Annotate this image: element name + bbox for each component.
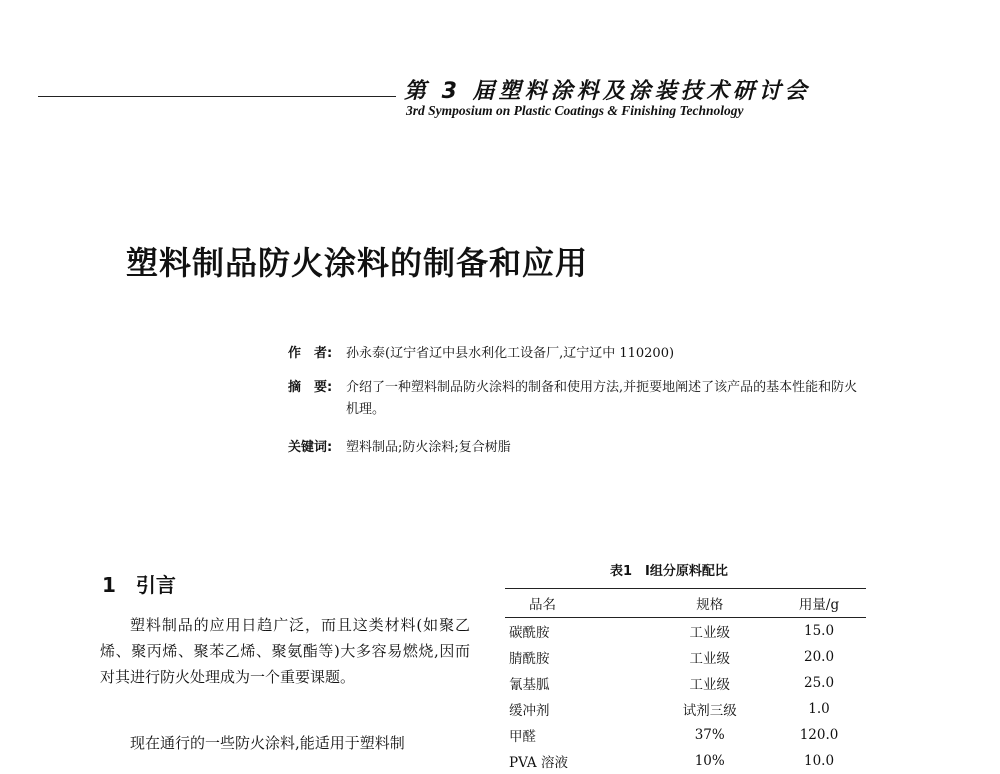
body-paragraph-1: 塑料制品的应用日趋广泛，而且这类材料(如聚乙烯、聚丙烯、聚苯乙烯、聚氨酯等)大多容易燃烧,因而对其进行防火处理成为一个重要课题。: [100, 616, 470, 686]
keywords-text: 塑料制品;防火涂料;复合树脂: [346, 440, 511, 455]
table-row: [505, 696, 866, 722]
col-header-amount: 用量/g: [772, 589, 866, 618]
author-row: [288, 343, 866, 365]
cell-name: PVA 溶液: [509, 755, 568, 771]
cell-amount: 25.0: [803, 675, 835, 691]
table-row: [505, 670, 866, 696]
table-row: [505, 722, 866, 748]
cell-name: 缓冲剂: [509, 703, 550, 719]
col-header-spec: 规格: [647, 589, 772, 618]
cell-amount: 120.0: [799, 727, 839, 743]
paper-title: 塑料制品防火涂料的制备和应用: [126, 244, 589, 282]
keywords-row: [288, 437, 866, 459]
cell-amount: 10.0: [803, 753, 835, 769]
cell-name: 碳酰胺: [509, 625, 550, 641]
keywords-label: 关键词:: [288, 440, 333, 455]
author-label: 作 者:: [288, 346, 333, 361]
body-paragraph-2: 现在通行的一些防火涂料,能适用于塑料制: [130, 734, 405, 752]
section-heading: 1 引言: [102, 573, 176, 597]
symposium-title-zh: 第 3 届塑料涂料及涂装技术研讨会: [404, 79, 811, 104]
abstract-row: [288, 377, 866, 421]
table-title: 表1 Ⅰ组分原料配比: [610, 564, 728, 579]
author-text: 孙永泰(辽宁省辽中县水利化工设备厂,辽宁辽中 110200): [346, 346, 675, 361]
table-row: [505, 748, 866, 774]
cell-amount: 15.0: [803, 623, 835, 639]
header-rule: [38, 96, 396, 97]
cell-name: 甲醛: [509, 729, 536, 745]
cell-name: 氰基胍: [509, 677, 550, 693]
symposium-title-en: 3rd Symposium on Plastic Coatings & Finishing Technology: [406, 103, 744, 118]
table-row: [505, 618, 866, 645]
cell-spec: 工业级: [689, 677, 730, 693]
abstract-text: 介绍了一种塑料制品防火涂料的制备和使用方法,并扼要地阐述了该产品的基本性能和防火机理。: [346, 380, 858, 417]
cell-spec: 10%: [694, 753, 725, 769]
cell-name: 腈酰胺: [509, 651, 550, 667]
table-row: [505, 644, 866, 670]
cell-spec: 工业级: [689, 625, 730, 641]
cell-spec: 37%: [694, 727, 725, 743]
composition-table: [505, 588, 866, 774]
col-header-name: 品名: [505, 589, 647, 618]
cell-amount: 20.0: [803, 649, 835, 665]
abstract-label: 摘 要:: [288, 380, 333, 395]
cell-amount: 1.0: [808, 701, 830, 717]
cell-spec: 试剂三级: [682, 703, 737, 719]
table-header-row: [505, 589, 866, 618]
cell-spec: 工业级: [689, 651, 730, 667]
